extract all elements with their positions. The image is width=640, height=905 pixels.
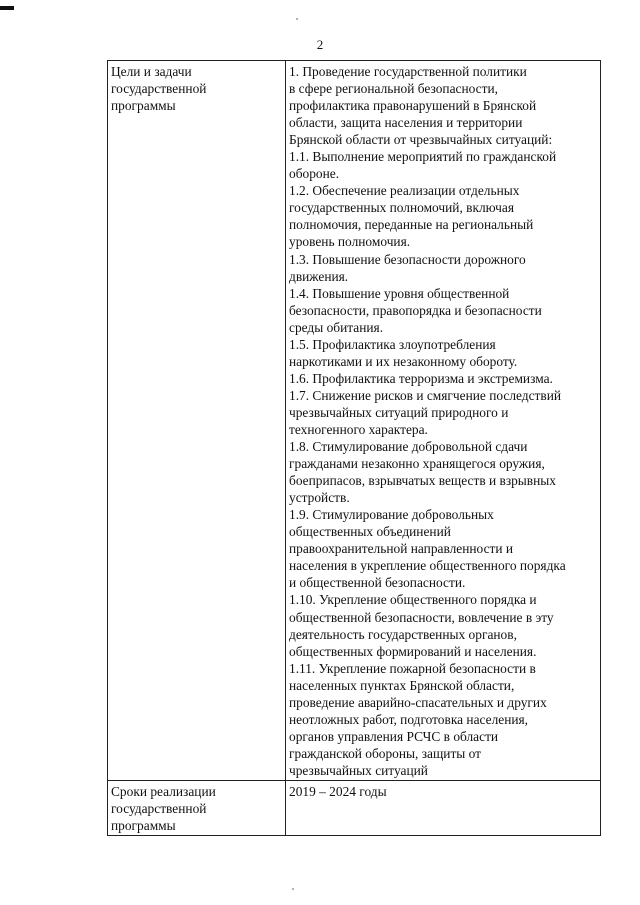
content-line: Брянской области от чрезвычайных ситуаций: <box>289 132 553 148</box>
content-line: органов управления РСЧС в области <box>289 728 499 744</box>
content-line: 1.6. Профилактика терроризма и экстремизма. <box>289 370 553 386</box>
content-line: движения. <box>289 268 349 284</box>
content-line: 1.1. Выполнение мероприятий по гражданской <box>289 149 557 165</box>
content-line: наркотиками и их незаконному обороту. <box>289 353 518 369</box>
row-label-period <box>108 780 286 835</box>
content-line: и общественной безопасности. <box>289 575 466 591</box>
content-line: деятельность государственных органов, <box>289 626 517 642</box>
content-line: населенных пунктах Брянской области, <box>289 677 515 693</box>
scan-corner-mark <box>0 6 14 10</box>
content-line: полномочия, переданные на региональный <box>289 217 534 233</box>
content-line: в сфере региональной безопасности, <box>289 81 498 97</box>
content-line: гражданской обороны, защиты от <box>289 745 482 761</box>
content-line: 1.10. Укрепление общественного порядка и <box>289 592 537 608</box>
label-line: Сроки реализации <box>111 783 216 799</box>
page-number: 2 <box>316 37 324 52</box>
label-line: программы <box>111 98 176 114</box>
content-line: техногенного характера. <box>289 421 428 437</box>
content-line: боеприпасов, взрывчатых веществ и взрывных <box>289 473 556 489</box>
content-line: гражданами незаконно хранящегося оружия, <box>289 456 545 472</box>
content-line: 1.7. Снижение рисков и смягчение последствий <box>289 387 562 403</box>
content-line: государственных полномочий, включая <box>289 200 515 216</box>
content-line: среды обитания. <box>289 319 384 335</box>
content-line: неотложных работ, подготовка населения, <box>289 711 529 727</box>
table-row-goals <box>108 61 601 781</box>
content-line: общественной безопасности, вовлечение в эту <box>289 609 554 625</box>
label-line: Цели и задачи <box>111 64 192 79</box>
content-line: устройств. <box>289 490 350 506</box>
content-line: общественных объединений <box>289 524 451 540</box>
content-line: уровень полномочия. <box>289 234 411 250</box>
row-label-goals <box>108 61 286 781</box>
scan-speck <box>296 18 298 20</box>
content-line: 1.11. Укрепление пожарной безопасности в <box>289 660 536 676</box>
content-line: проведение аварийно-спасательных и других <box>289 694 547 710</box>
content-line: населения в укрепление общественного порядка <box>289 558 566 574</box>
content-line: профилактика правонарушений в Брянской <box>289 98 537 114</box>
content-line: 1.2. Обеспечение реализации отдельных <box>289 183 520 199</box>
content-line: правоохранительной направленности и <box>289 541 514 557</box>
table-row-period <box>108 780 601 835</box>
content-line: безопасности, правопорядка и безопасности <box>289 302 542 318</box>
label-line: государственной <box>111 801 207 817</box>
content-line: чрезвычайных ситуаций природного и <box>289 404 509 420</box>
content-line: 1.5. Профилактика злоупотребления <box>289 336 496 352</box>
label-line: государственной <box>111 81 207 97</box>
row-content-period <box>286 780 601 835</box>
program-passport-table <box>107 60 601 836</box>
period-value: 2019 – 2024 годы <box>289 783 387 799</box>
content-line: 1. Проведение государственной политики <box>289 64 527 79</box>
scan-speck <box>292 888 294 890</box>
content-line: 1.9. Стимулирование добровольных <box>289 507 494 523</box>
content-line: общественных формирований и населения. <box>289 643 537 659</box>
content-line: чрезвычайных ситуаций <box>289 762 428 778</box>
content-line: области, защита населения и территории <box>289 115 523 131</box>
content-line: 1.3. Повышение безопасности дорожного <box>289 251 526 267</box>
content-line: 1.4. Повышение уровня общественной <box>289 285 510 301</box>
label-line: программы <box>111 818 176 834</box>
content-line: обороне. <box>289 166 340 182</box>
row-content-goals <box>286 61 601 781</box>
content-line: 1.8. Стимулирование добровольной сдачи <box>289 439 528 455</box>
